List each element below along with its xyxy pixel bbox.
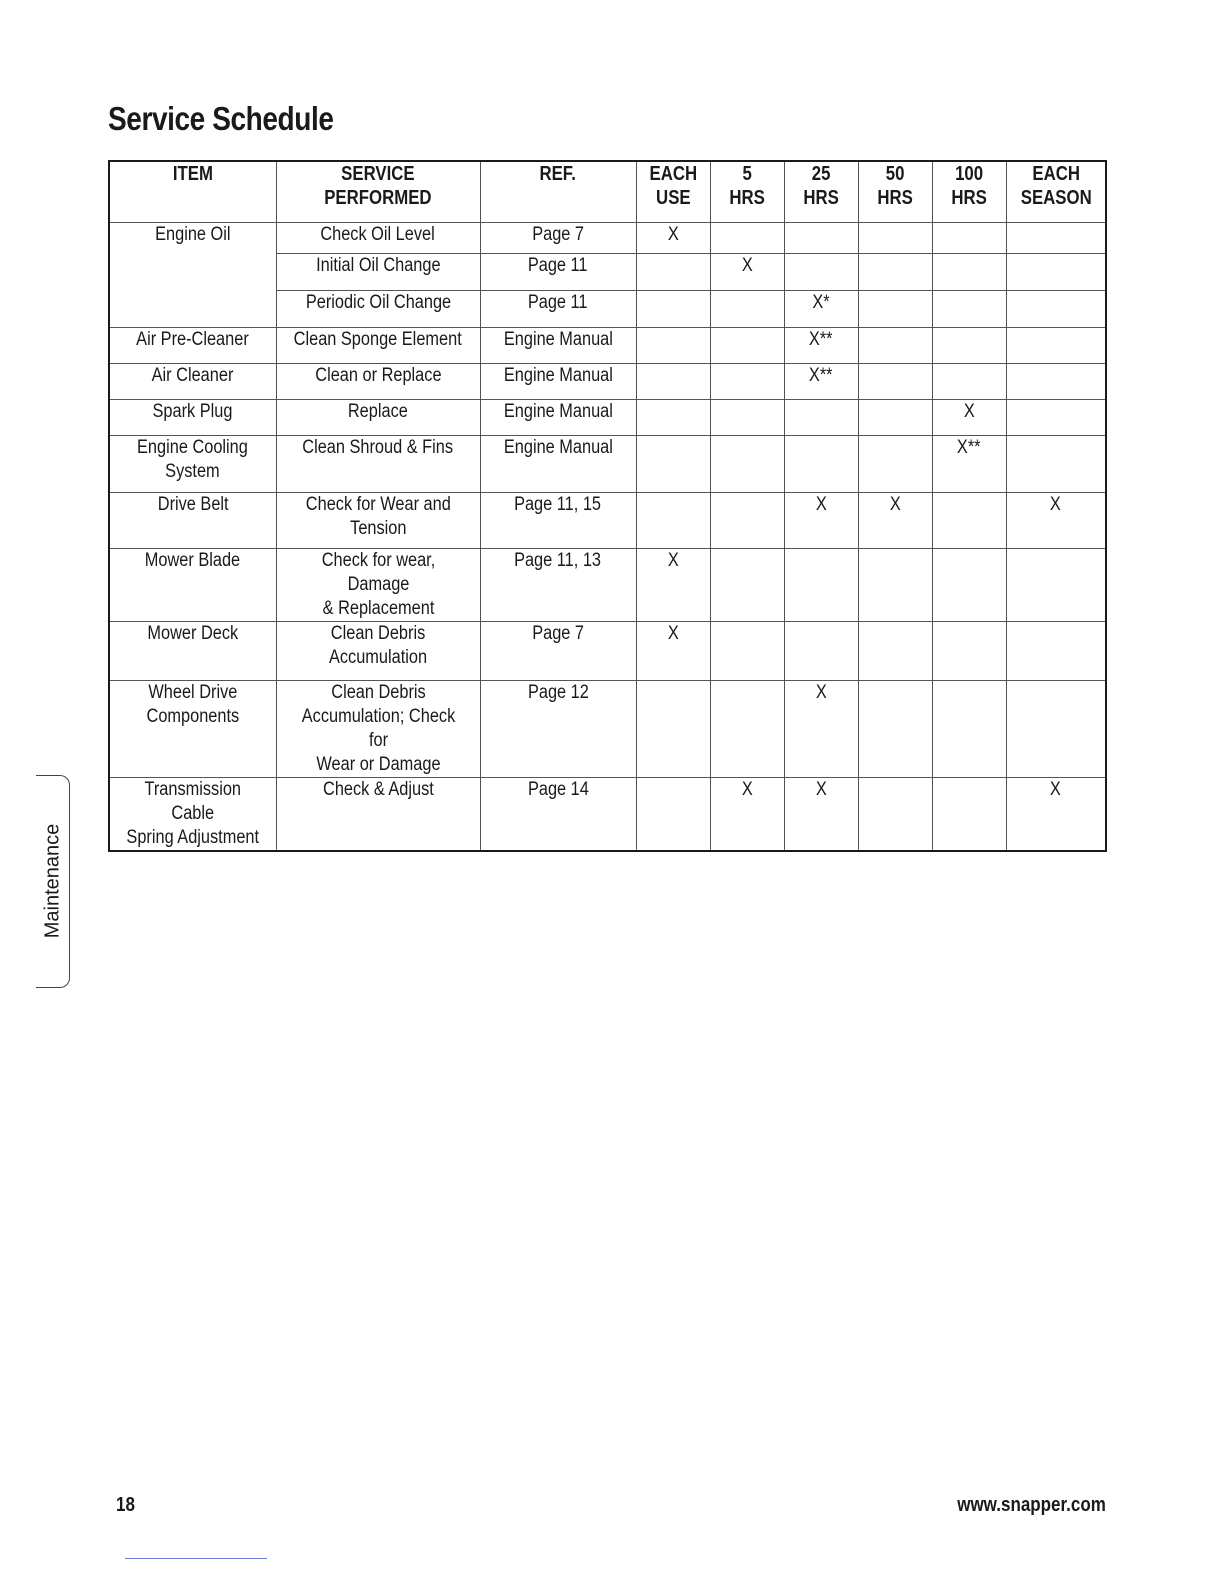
item-cell: [109, 290, 276, 327]
table-row: [109, 621, 1106, 680]
ref-cell: Page 7: [480, 621, 636, 680]
table-row: [109, 492, 1106, 548]
ref-cell: Engine Manual: [480, 435, 636, 492]
header-each-season: EACH SEASON: [1006, 161, 1106, 222]
interval-mark-5-hrs: [710, 327, 784, 363]
interval-mark-5-hrs: [710, 222, 784, 253]
interval-mark-each-season: [1006, 435, 1106, 492]
interval-mark-5-hrs: [710, 363, 784, 399]
interval-mark-100-hrs: [932, 777, 1006, 851]
table-row: [109, 222, 1106, 253]
service-cell: Check for wear, Damage & Replacement: [276, 548, 480, 621]
interval-mark-100-hrs: [932, 253, 1006, 290]
website-url: www.snapper.com: [957, 1494, 1106, 1516]
interval-mark-each-use: [636, 435, 710, 492]
ref-cell: Page 11, 15: [480, 492, 636, 548]
interval-mark-50-hrs: [858, 327, 932, 363]
interval-mark-100-hrs: X**: [932, 435, 1006, 492]
interval-mark-100-hrs: [932, 290, 1006, 327]
item-cell: Mower Deck: [109, 621, 276, 680]
interval-mark-50-hrs: [858, 435, 932, 492]
interval-mark-each-use: [636, 492, 710, 548]
header-ref: REF.: [480, 161, 636, 222]
interval-mark-5-hrs: [710, 621, 784, 680]
table-row: [109, 327, 1106, 363]
interval-mark-50-hrs: [858, 399, 932, 435]
interval-mark-each-use: X: [636, 548, 710, 621]
interval-mark-50-hrs: [858, 680, 932, 777]
service-cell: Check for Wear and Tension: [276, 492, 480, 548]
ref-cell: Page 11, 13: [480, 548, 636, 621]
interval-mark-25-hrs: X: [784, 777, 858, 851]
page-title: Service Schedule: [108, 100, 334, 137]
interval-mark-25-hrs: X: [784, 680, 858, 777]
interval-mark-5-hrs: [710, 680, 784, 777]
interval-mark-5-hrs: [710, 399, 784, 435]
table-row: [109, 548, 1106, 621]
interval-mark-50-hrs: [858, 548, 932, 621]
service-cell: Clean or Replace: [276, 363, 480, 399]
interval-mark-each-use: [636, 327, 710, 363]
interval-mark-100-hrs: [932, 222, 1006, 253]
table-row: [109, 290, 1106, 327]
interval-mark-50-hrs: [858, 290, 932, 327]
service-cell: Clean Debris Accumulation: [276, 621, 480, 680]
service-cell: Check Oil Level: [276, 222, 480, 253]
service-cell: Replace: [276, 399, 480, 435]
service-cell: Clean Sponge Element: [276, 327, 480, 363]
ref-cell: Engine Manual: [480, 327, 636, 363]
interval-mark-25-hrs: [784, 548, 858, 621]
footer-rule: [125, 1558, 267, 1559]
interval-mark-100-hrs: [932, 621, 1006, 680]
table-row: [109, 253, 1106, 290]
item-cell: Wheel Drive Components: [109, 680, 276, 777]
interval-mark-5-hrs: [710, 492, 784, 548]
item-cell: [109, 253, 276, 290]
header-5-hrs: 5 HRS: [710, 161, 784, 222]
section-tab-label: Maintenance: [41, 823, 64, 939]
interval-mark-each-season: X: [1006, 777, 1106, 851]
interval-mark-100-hrs: [932, 680, 1006, 777]
ref-cell: Page 11: [480, 253, 636, 290]
ref-cell: Engine Manual: [480, 363, 636, 399]
interval-mark-each-use: [636, 399, 710, 435]
interval-mark-each-season: [1006, 327, 1106, 363]
item-cell: Spark Plug: [109, 399, 276, 435]
interval-mark-100-hrs: [932, 548, 1006, 621]
interval-mark-each-use: X: [636, 222, 710, 253]
service-cell: Clean Shroud & Fins: [276, 435, 480, 492]
interval-mark-100-hrs: [932, 492, 1006, 548]
item-cell: Air Cleaner: [109, 363, 276, 399]
service-cell: Clean Debris Accumulation; Check for Wear or Damage: [276, 680, 480, 777]
interval-mark-5-hrs: X: [710, 253, 784, 290]
interval-mark-25-hrs: [784, 222, 858, 253]
interval-mark-each-use: [636, 680, 710, 777]
interval-mark-each-use: X: [636, 621, 710, 680]
service-cell: Check & Adjust: [276, 777, 480, 851]
interval-mark-50-hrs: [858, 621, 932, 680]
interval-mark-25-hrs: [784, 399, 858, 435]
interval-mark-50-hrs: [858, 253, 932, 290]
interval-mark-50-hrs: [858, 222, 932, 253]
item-cell: Engine Cooling System: [109, 435, 276, 492]
item-cell: Drive Belt: [109, 492, 276, 548]
ref-cell: Page 12: [480, 680, 636, 777]
interval-mark-25-hrs: X*: [784, 290, 858, 327]
interval-mark-each-use: [636, 290, 710, 327]
interval-mark-each-season: [1006, 363, 1106, 399]
header-50-hrs: 50 HRS: [858, 161, 932, 222]
table-row: [109, 435, 1106, 492]
interval-mark-25-hrs: [784, 621, 858, 680]
interval-mark-5-hrs: [710, 435, 784, 492]
interval-mark-each-use: [636, 777, 710, 851]
interval-mark-25-hrs: X**: [784, 327, 858, 363]
header-each-use: EACH USE: [636, 161, 710, 222]
interval-mark-100-hrs: [932, 327, 1006, 363]
interval-mark-5-hrs: [710, 548, 784, 621]
interval-mark-each-use: [636, 363, 710, 399]
ref-cell: Page 11: [480, 290, 636, 327]
header-100-hrs: 100 HRS: [932, 161, 1006, 222]
interval-mark-each-season: [1006, 222, 1106, 253]
interval-mark-25-hrs: [784, 253, 858, 290]
item-cell: Mower Blade: [109, 548, 276, 621]
service-schedule-table: [108, 160, 1107, 852]
interval-mark-100-hrs: [932, 363, 1006, 399]
item-cell: Transmission Cable Spring Adjustment: [109, 777, 276, 851]
service-cell: Initial Oil Change: [276, 253, 480, 290]
header-item: ITEM: [109, 161, 276, 222]
interval-mark-50-hrs: X: [858, 492, 932, 548]
interval-mark-5-hrs: [710, 290, 784, 327]
header-service-performed: SERVICE PERFORMED: [276, 161, 480, 222]
table-row: [109, 363, 1106, 399]
item-cell: Air Pre-Cleaner: [109, 327, 276, 363]
interval-mark-50-hrs: [858, 363, 932, 399]
ref-cell: Page 7: [480, 222, 636, 253]
ref-cell: Page 14: [480, 777, 636, 851]
page-number: 18: [116, 1494, 135, 1516]
table-header-row: [109, 161, 1106, 222]
interval-mark-each-use: [636, 253, 710, 290]
interval-mark-5-hrs: X: [710, 777, 784, 851]
interval-mark-100-hrs: X: [932, 399, 1006, 435]
interval-mark-25-hrs: [784, 435, 858, 492]
interval-mark-each-season: [1006, 399, 1106, 435]
interval-mark-25-hrs: X**: [784, 363, 858, 399]
table-row: [109, 680, 1106, 777]
item-cell: Engine Oil: [109, 222, 276, 253]
interval-mark-25-hrs: X: [784, 492, 858, 548]
interval-mark-each-season: [1006, 621, 1106, 680]
interval-mark-each-season: [1006, 680, 1106, 777]
interval-mark-50-hrs: [858, 777, 932, 851]
interval-mark-each-season: [1006, 548, 1106, 621]
ref-cell: Engine Manual: [480, 399, 636, 435]
service-cell: Periodic Oil Change: [276, 290, 480, 327]
interval-mark-each-season: [1006, 253, 1106, 290]
table-row: [109, 399, 1106, 435]
interval-mark-each-season: X: [1006, 492, 1106, 548]
header-25-hrs: 25 HRS: [784, 161, 858, 222]
interval-mark-each-season: [1006, 290, 1106, 327]
table-row: [109, 777, 1106, 851]
